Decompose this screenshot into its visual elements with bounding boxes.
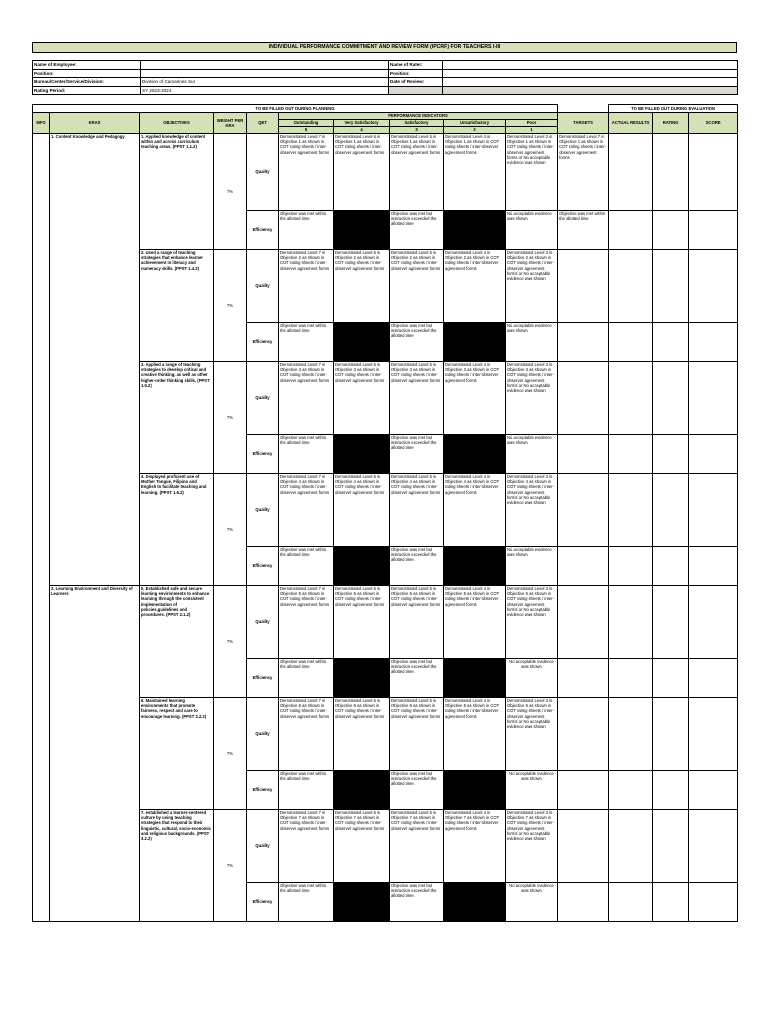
quality-label: Quality xyxy=(247,586,279,659)
indicator-poor: Demonstrated Level 3 in Objective 2 as shown in COT rating sheets / inter-observer agreement forms or No acceptable evidence was shown xyxy=(506,250,558,323)
indicator-outstanding: Demonstrated Level 7 in Objective 5 as shown in COT rating sheets / inter-observer agreement forms xyxy=(279,586,334,659)
actual-results-cell[interactable] xyxy=(609,474,653,547)
kra-label: 1. Content Knowledge and Pedagogy xyxy=(50,134,140,586)
rating-header: RATING xyxy=(653,113,689,134)
employee-position-label: Position: xyxy=(33,69,141,78)
quality-label: Quality xyxy=(247,474,279,547)
target-cell[interactable] xyxy=(558,474,609,547)
score-cell[interactable] xyxy=(689,698,738,771)
rating-cell[interactable] xyxy=(653,698,689,771)
score-cell[interactable] xyxy=(689,771,738,810)
target-cell[interactable] xyxy=(558,883,609,922)
indicator-poor: Demonstrated Level 3 in Objective 1 as shown in COT rating sheets / inter-observer agreement forms or No acceptable evidence was shown xyxy=(506,134,558,211)
score-cell[interactable] xyxy=(689,211,738,250)
efficiency-outstanding: Objective was met within the allotted time xyxy=(279,211,334,250)
actual-results-cell[interactable] xyxy=(609,771,653,810)
kras-header: KRAS xyxy=(50,113,140,134)
rating-cell[interactable] xyxy=(653,435,689,474)
efficiency-poor: No acceptable evidence was shown xyxy=(506,323,558,362)
indicator-unsatisfactory: Demonstrated Level 4 in Objective 4 as shown in COT rating sheets / inter-observer agreement forms xyxy=(444,474,506,547)
rater-name-field[interactable] xyxy=(443,61,738,70)
rating-period-label: Rating Period: xyxy=(33,86,141,95)
indicator-poor: Demonstrated Level 3 in Objective 5 as shown in COT rating sheets / inter-observer agreement forms or No acceptable evidence was shown xyxy=(506,586,558,659)
efficiency-outstanding: Objective was met within the allotted time xyxy=(279,883,334,922)
target-cell[interactable] xyxy=(558,698,609,771)
level-2-number: 2 xyxy=(444,127,506,134)
actual-results-cell[interactable] xyxy=(609,250,653,323)
objective-text: 2. Used a range of teaching strategies that enhance learner achievement in literacy and numeracy skills. (PPST 1.4.2) xyxy=(140,250,214,362)
qet-header: QET xyxy=(247,113,279,134)
efficiency-satisfactory: Objective was met but instruction exceeded the allotted time xyxy=(390,211,444,250)
indicator-very-satisfactory: Demonstrated Level 6 in Objective 7 as shown in COT rating sheets / inter-observer agreement forms xyxy=(334,810,390,883)
score-cell[interactable] xyxy=(689,810,738,883)
efficiency-poor: No acceptable evidence was shown xyxy=(506,211,558,250)
rater-position-field[interactable] xyxy=(443,69,738,78)
indicator-very-satisfactory: Demonstrated Level 6 in Objective 6 as shown in COT rating sheets / inter-observer agreement forms xyxy=(334,698,390,771)
rating-cell[interactable] xyxy=(653,883,689,922)
indicator-very-satisfactory: Demonstrated Level 6 in Objective 3 as shown in COT rating sheets / inter-observer agreement forms xyxy=(334,362,390,435)
mfo-cell xyxy=(33,134,50,922)
actual-results-cell[interactable] xyxy=(609,134,653,211)
efficiency-poor: No acceptable evidence was shown xyxy=(506,435,558,474)
actual-results-cell[interactable] xyxy=(609,547,653,586)
weight-value: 7% xyxy=(214,474,247,586)
rating-cell[interactable] xyxy=(653,362,689,435)
actual-results-cell[interactable] xyxy=(609,586,653,659)
weight-value: 7% xyxy=(214,362,247,474)
level-5-number: 5 xyxy=(279,127,334,134)
objective-quality-row xyxy=(33,134,738,211)
blacked-out-cell xyxy=(444,435,506,474)
score-cell[interactable] xyxy=(689,659,738,698)
efficiency-outstanding: Objective was met within the allotted time xyxy=(279,771,334,810)
form-title: INDIVIDUAL PERFORMANCE COMMITMENT AND REVIEW FORM (IPCRF) FOR TEACHERS I-III xyxy=(32,42,737,53)
actual-results-cell[interactable] xyxy=(609,362,653,435)
target-cell[interactable] xyxy=(558,323,609,362)
indicator-satisfactory: Demonstrated Level 5 in Objective 5 as shown in COT rating sheets / inter-observer agreement forms xyxy=(390,586,444,659)
actual-results-cell[interactable] xyxy=(609,659,653,698)
indicator-outstanding: Demonstrated Level 7 in Objective 6 as shown in COT rating sheets / inter-observer agreement forms xyxy=(279,698,334,771)
indicator-outstanding: Demonstrated Level 7 in Objective 3 as shown in COT rating sheets / inter-observer agreement forms xyxy=(279,362,334,435)
indicator-unsatisfactory: Demonstrated Level 4 in Objective 3 as shown in COT rating sheets / inter-observer agreement forms xyxy=(444,362,506,435)
indicator-unsatisfactory: Demonstrated Level 4 in Objective 1 as shown in COT rating sheets / inter-observer agreement forms xyxy=(444,134,506,211)
rating-cell[interactable] xyxy=(653,211,689,250)
efficiency-outstanding: Objective was met within the allotted time xyxy=(279,323,334,362)
indicator-poor: Demonstrated Level 3 in Objective 6 as shown in COT rating sheets / inter-observer agreement forms or No acceptable evidence was shown xyxy=(506,698,558,771)
evaluation-header: TO BE FILLED OUT DURING EVALUATION xyxy=(609,105,738,113)
efficiency-label: Efficiency xyxy=(247,211,279,250)
efficiency-satisfactory: Objective was met but instruction exceeded the allotted time xyxy=(390,435,444,474)
indicator-outstanding: Demonstrated Level 7 in Objective 4 as shown in COT rating sheets / inter-observer agreement forms xyxy=(279,474,334,547)
objective-text: 7. established a learner-centered culture by using teaching strategies that respond to their linguistic, cultural, socio-economic and religious backgrounds. (PPST 3.2.2) xyxy=(140,810,214,922)
efficiency-satisfactory: Objective was met but instruction exceeded the allotted time. xyxy=(390,547,444,586)
indicator-outstanding: Demonstrated Level 7 in Objective 2 as shown in COT rating sheets / inter-observer agreement forms xyxy=(279,250,334,323)
quality-label: Quality xyxy=(247,810,279,883)
actual-results-cell[interactable] xyxy=(609,211,653,250)
blacked-out-cell xyxy=(444,883,506,922)
blacked-out-cell xyxy=(334,323,390,362)
employee-name-field[interactable] xyxy=(141,61,389,70)
actual-results-header: ACTUAL RESULTS xyxy=(609,113,653,134)
employee-info-table xyxy=(32,60,738,95)
indicator-unsatisfactory: Demonstrated Level 4 in Objective 2 as shown in COT rating sheets / inter-observer agreement forms xyxy=(444,250,506,323)
efficiency-poor: No acceptable evidence was shown xyxy=(506,659,558,698)
blacked-out-cell xyxy=(334,435,390,474)
rating-cell[interactable] xyxy=(653,250,689,323)
weight-header: WEIGHT PER KRA xyxy=(214,113,247,134)
level-poor-header: Poor xyxy=(506,120,558,127)
blacked-out-cell xyxy=(334,211,390,250)
quality-label: Quality xyxy=(247,134,279,211)
score-cell[interactable] xyxy=(689,362,738,435)
efficiency-label: Efficiency xyxy=(247,435,279,474)
actual-results-cell[interactable] xyxy=(609,435,653,474)
weight-value: 7% xyxy=(214,134,247,250)
target-cell[interactable]: Objective was met within the allotted time xyxy=(558,211,609,250)
level-very-satisfactory-header: Very Satisfactory xyxy=(334,120,390,127)
efficiency-satisfactory: Objective was met but instruction exceeded the allotted time. xyxy=(390,883,444,922)
indicator-satisfactory: Demonstrated Level 5 in Objective 7 as shown in COT rating sheets / inter-observer agreement forms xyxy=(390,810,444,883)
spacer-cell xyxy=(558,105,609,113)
efficiency-satisfactory: Objective was met but instruction exceeded the allotted time. xyxy=(390,771,444,810)
blacked-out-cell xyxy=(334,547,390,586)
review-date-label: Date of Review: xyxy=(389,78,443,87)
review-date-field[interactable] xyxy=(443,78,738,87)
efficiency-label: Efficiency xyxy=(247,659,279,698)
efficiency-label: Efficiency xyxy=(247,547,279,586)
objectives-header: OBJECTIVES xyxy=(140,113,214,134)
bureau-field[interactable]: Division of Camarines Sur xyxy=(141,78,389,87)
target-cell[interactable] xyxy=(558,362,609,435)
efficiency-poor: No acceptable evidence was shown xyxy=(506,883,558,922)
efficiency-label: Efficiency xyxy=(247,323,279,362)
efficiency-label: Efficiency xyxy=(247,771,279,810)
employee-name-label: Name of Employee: xyxy=(33,61,141,70)
score-cell[interactable] xyxy=(689,547,738,586)
indicator-outstanding: Demonstrated Level 7 in Objective 7 as shown in COT rating sheets / inter-observer agreement forms xyxy=(279,810,334,883)
targets-header: TARGETS xyxy=(558,113,609,134)
target-cell[interactable] xyxy=(558,659,609,698)
indicator-satisfactory: Demonstrated Level 5 in Objective 6 as shown in COT rating sheets / inter-observer agreement forms xyxy=(390,698,444,771)
level-4-number: 4 xyxy=(334,127,390,134)
weight-value: 7% xyxy=(214,586,247,698)
level-satisfactory-header: Satisfactory xyxy=(390,120,444,127)
performance-indicators-header: PERFORMANCE INDICATORS xyxy=(279,113,558,120)
ipcrf-main-table xyxy=(32,104,738,922)
blacked-out-cell xyxy=(444,659,506,698)
rater-name-label: Name of Rater: xyxy=(389,61,443,70)
target-cell[interactable]: Demonstrated Level 7 in Objective 1 as shown in COT rating sheets / inter-observer agreement forms xyxy=(558,134,609,211)
target-cell[interactable] xyxy=(558,586,609,659)
bureau-label: Bureau/Center/Service/Division: xyxy=(33,78,141,87)
indicator-unsatisfactory: Demonstrated Level 4 in Objective 6 as shown in COT rating sheets / inter-observer agreement forms xyxy=(444,698,506,771)
indicator-very-satisfactory: Demonstrated Level 6 in Objective 2 as shown in COT rating sheets / inter-observer agreement forms xyxy=(334,250,390,323)
indicator-very-satisfactory: Demonstrated Level 6 in Objective 5 as shown in COT rating sheets / inter-observer agreement forms xyxy=(334,586,390,659)
blacked-out-cell xyxy=(334,659,390,698)
score-cell[interactable] xyxy=(689,883,738,922)
blacked-out-cell xyxy=(334,883,390,922)
level-outstanding-header: Outstanding xyxy=(279,120,334,127)
planning-header: TO BE FILLED OUT DURING PLANNING xyxy=(33,105,558,113)
efficiency-label: Efficiency xyxy=(247,883,279,922)
indicator-poor: Demonstrated Level 3 in Objective 3 as shown in COT rating sheets / inter-observer agreement forms or No acceptable evidence was shown xyxy=(506,362,558,435)
shaded-cell xyxy=(389,86,443,95)
indicator-unsatisfactory: Demonstrated Level 4 in Objective 5 as shown in COT rating sheets / inter-observer agreement forms xyxy=(444,586,506,659)
efficiency-outstanding: Objective was met within the allotted time xyxy=(279,547,334,586)
actual-results-cell[interactable] xyxy=(609,323,653,362)
efficiency-poor: No acceptable evidence was shown xyxy=(506,547,558,586)
rating-cell[interactable] xyxy=(653,547,689,586)
shaded-cell xyxy=(443,86,738,95)
score-cell[interactable] xyxy=(689,323,738,362)
kra-label: 2. Learning Environment and Diversity of Learners xyxy=(50,586,140,922)
actual-results-cell[interactable] xyxy=(609,883,653,922)
efficiency-satisfactory: Objective was met but instruction exceeded the allotted time. xyxy=(390,659,444,698)
efficiency-poor: No acceptable evidence was shown xyxy=(506,771,558,810)
objective-text: 3. Applied a range of teaching strategies to develop critical and creative thinking, as well as other higher-order thinking skills. (PPST 1.5.2) xyxy=(140,362,214,474)
score-cell[interactable] xyxy=(689,134,738,211)
level-3-number: 3 xyxy=(390,127,444,134)
rating-cell[interactable] xyxy=(653,474,689,547)
objective-text: 5. Established safe and secure learning environments to enhance learning through the consistent implementation of policies,guidelines and procedures. (PPST 2.1.2) xyxy=(140,586,214,698)
score-cell[interactable] xyxy=(689,586,738,659)
target-cell[interactable] xyxy=(558,435,609,474)
objective-text: 1. Applied knowledge of content within and across curriculum teaching areas. (PPST 1.1.2) xyxy=(140,134,214,250)
target-cell[interactable] xyxy=(558,250,609,323)
objective-text: 4. Displayed proficient use of Mother Tongue, Filipino and English to facilitate teaching and learning. (PPST 1.6.2) xyxy=(140,474,214,586)
blacked-out-cell xyxy=(444,771,506,810)
level-1-number: 1 xyxy=(506,127,558,134)
indicator-very-satisfactory: Demonstrated Level 6 in Objective 4 as shown in COT rating sheets / inter-observer agreement forms xyxy=(334,474,390,547)
score-cell[interactable] xyxy=(689,435,738,474)
indicator-satisfactory: Demonstrated Level 5 in Objective 3 as shown in COT rating sheets / inter-observer agreement forms xyxy=(390,362,444,435)
weight-value: 7% xyxy=(214,810,247,922)
employee-position-field[interactable] xyxy=(141,69,389,78)
efficiency-outstanding: Objective was met within the allotted time xyxy=(279,659,334,698)
actual-results-cell[interactable] xyxy=(609,698,653,771)
indicator-poor: Demonstrated Level 3 in Objective 7 as shown in COT rating sheets / inter-observer agreement forms or No acceptable evidence was shown xyxy=(506,810,558,883)
rating-cell[interactable] xyxy=(653,810,689,883)
efficiency-satisfactory: Objective was met but instruction exceeded the allotted time xyxy=(390,323,444,362)
score-cell[interactable] xyxy=(689,250,738,323)
rater-position-label: Position: xyxy=(389,69,443,78)
quality-label: Quality xyxy=(247,362,279,435)
weight-value: 7% xyxy=(214,250,247,362)
objective-quality-row xyxy=(33,586,738,659)
rating-cell[interactable] xyxy=(653,659,689,698)
score-header: SCORE xyxy=(689,113,738,134)
indicator-satisfactory: Demonstrated Level 5 in Objective 4 as shown in COT rating sheets / inter-observer agreement forms xyxy=(390,474,444,547)
target-cell[interactable] xyxy=(558,771,609,810)
actual-results-cell[interactable] xyxy=(609,810,653,883)
rating-cell[interactable] xyxy=(653,323,689,362)
efficiency-outstanding: Objective was met within the allotted time xyxy=(279,435,334,474)
rating-cell[interactable] xyxy=(653,771,689,810)
target-cell[interactable] xyxy=(558,547,609,586)
blacked-out-cell xyxy=(444,323,506,362)
mfo-header: MFO xyxy=(33,113,50,134)
indicator-outstanding: Demonstrated Level 7 in Objective 1 as shown in COT rating sheets / inter-observer agreement forms xyxy=(279,134,334,211)
quality-label: Quality xyxy=(247,698,279,771)
score-cell[interactable] xyxy=(689,474,738,547)
level-unsatisfactory-header: Unsatisfactory xyxy=(444,120,506,127)
blacked-out-cell xyxy=(444,211,506,250)
indicator-satisfactory: Demonstrated Level 5 in Objective 1 as shown in COT rating sheets / inter-observer agreement forms xyxy=(390,134,444,211)
quality-label: Quality xyxy=(247,250,279,323)
rating-period-field[interactable]: SY 2023-2024 xyxy=(141,86,389,95)
target-cell[interactable] xyxy=(558,810,609,883)
ipcrf-sheet xyxy=(32,42,737,905)
indicator-satisfactory: Demonstrated Level 5 in Objective 2 as shown in COT rating sheets / inter-observer agreement forms xyxy=(390,250,444,323)
blacked-out-cell xyxy=(334,771,390,810)
weight-value: 7% xyxy=(214,698,247,810)
indicator-unsatisfactory: Demonstrated Level 4 in Objective 7 as shown in COT rating sheets / inter-observer agreement forms xyxy=(444,810,506,883)
indicator-very-satisfactory: Demonstrated Level 6 in Objective 1 as shown in COT rating sheets / inter-observer agreement forms xyxy=(334,134,390,211)
rating-cell[interactable] xyxy=(653,586,689,659)
indicator-poor: Demonstrated Level 3 in Objective 4 as shown in COT rating sheets / inter-observer agreement forms or No acceptable evidence was shown xyxy=(506,474,558,547)
blacked-out-cell xyxy=(444,547,506,586)
rating-cell[interactable] xyxy=(653,134,689,211)
objective-text: 6. Maintained learning environments that promote fairness, respect and care to encourage learning. (PPST 2.2.2) xyxy=(140,698,214,810)
